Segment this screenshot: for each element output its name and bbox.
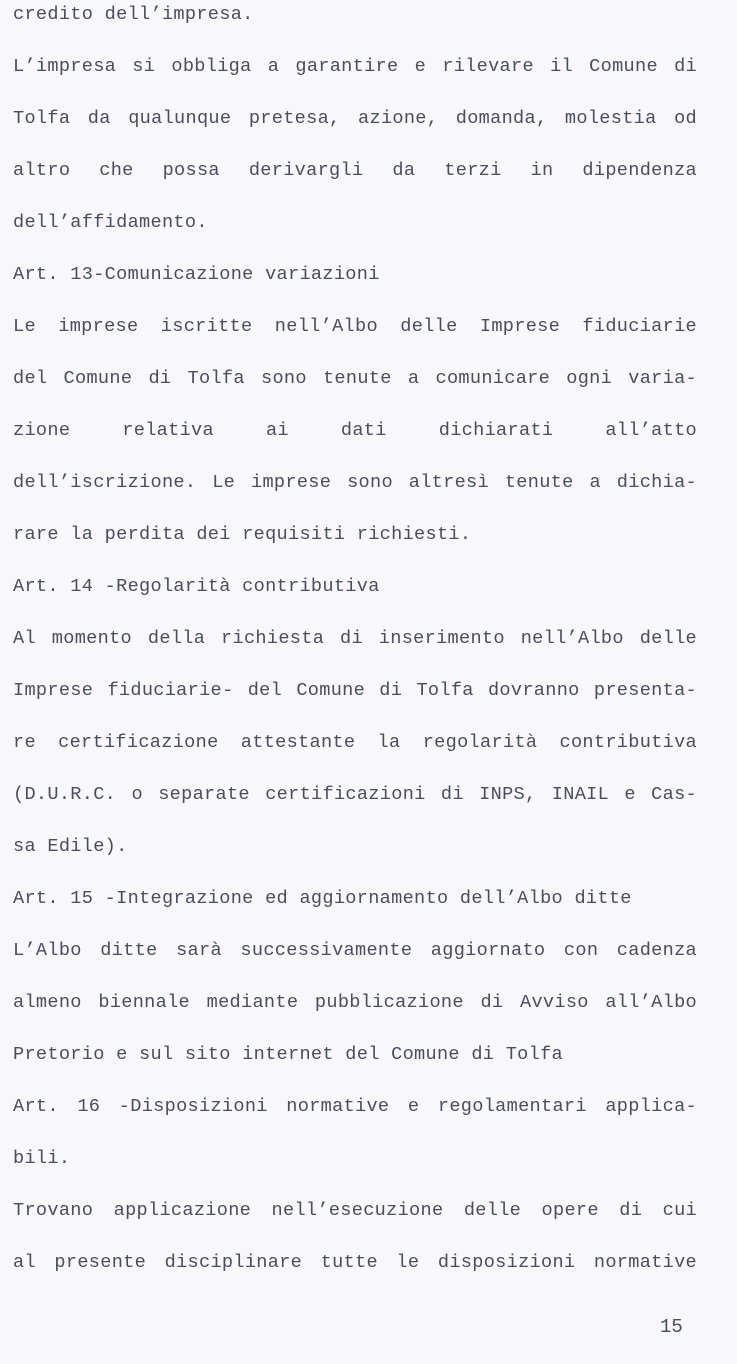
text-line: Pretorio e sul sito internet del Comune di Tolfa <box>13 1044 563 1065</box>
text-line: Trovano applicazione nell’esecuzione delle opere di cui <box>13 1200 697 1221</box>
text-line: (D.U.R.C. o separate certificazioni di INPS, INAIL e Cas- <box>13 784 697 805</box>
text-line: re certificazione attestante la regolarità contributiva <box>13 732 697 753</box>
text-line: Al momento della richiesta di inserimento nell’Albo delle <box>13 628 697 649</box>
text-line: Tolfa da qualunque pretesa, azione, domanda, molestia od <box>13 108 697 129</box>
text-line: Le imprese iscritte nell’Albo delle Imprese fiduciarie <box>13 316 697 337</box>
text-line: bili. <box>13 1148 71 1169</box>
text-line: L’impresa si obbliga a garantire e rilevare il Comune di <box>13 56 697 77</box>
text-line: L’Albo ditte sarà successivamente aggiornato con cadenza <box>13 940 697 961</box>
text-line: al presente disciplinare tutte le disposizioni normative <box>13 1252 697 1273</box>
text-line: almeno biennale mediante pubblicazione di Avviso all’Albo <box>13 992 697 1013</box>
page-number: 15 <box>660 1316 683 1338</box>
text-line: zione relativa ai dati dichiarati all’atto <box>13 420 697 441</box>
article-heading: Art. 14 -Regolarità contributiva <box>13 576 380 597</box>
text-line: dell’affidamento. <box>13 212 208 233</box>
text-line: del Comune di Tolfa sono tenute a comunicare ogni varia- <box>13 368 697 389</box>
text-line: Imprese fiduciarie- del Comune di Tolfa dovranno presenta- <box>13 680 697 701</box>
article-heading: Art. 13-Comunicazione variazioni <box>13 264 380 285</box>
text-line: rare la perdita dei requisiti richiesti. <box>13 524 472 545</box>
text-line: sa Edile). <box>13 836 128 857</box>
text-line: dell’iscrizione. Le imprese sono altresì tenute a dichia- <box>13 472 697 493</box>
text-line: altro che possa derivargli da terzi in dipendenza <box>13 160 697 181</box>
text-line: credito dell’impresa. <box>13 4 254 25</box>
article-heading: Art. 16 -Disposizioni normative e regolamentari applica- <box>13 1096 697 1117</box>
article-heading: Art. 15 -Integrazione ed aggiornamento dell’Albo ditte <box>13 888 632 909</box>
